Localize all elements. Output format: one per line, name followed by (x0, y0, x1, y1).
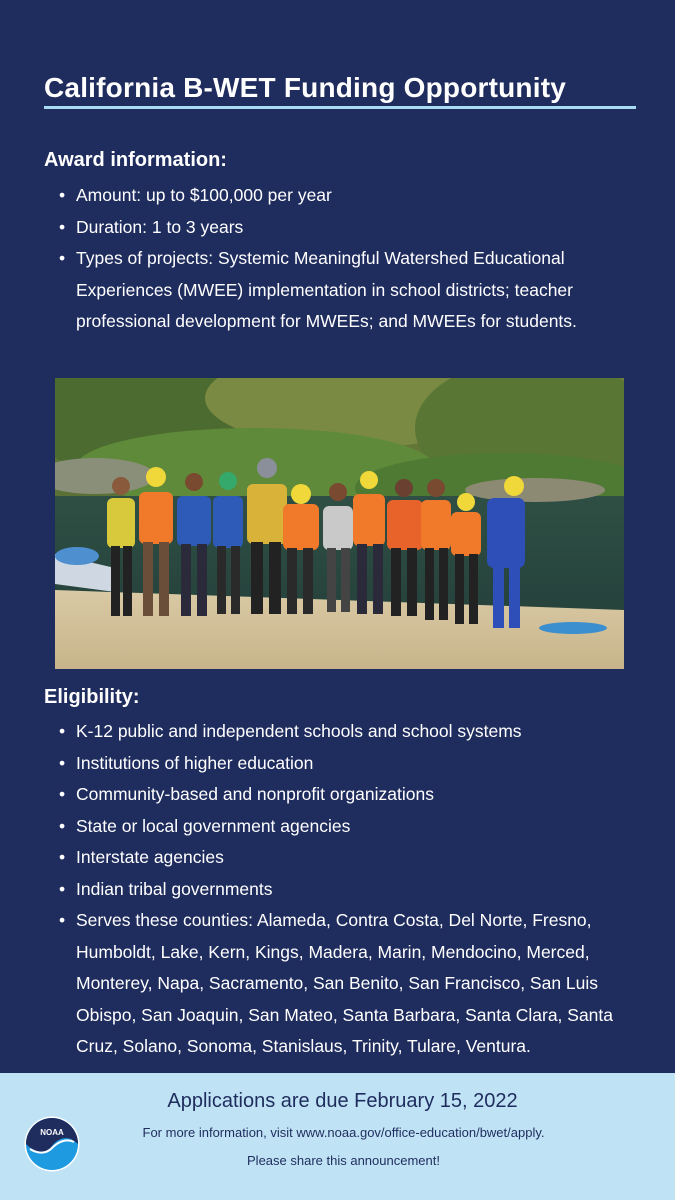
award-heading: Award information: (44, 149, 227, 171)
eligibility-item-tribal: • Indian tribal governments (56, 874, 646, 906)
award-list (56, 180, 646, 338)
eligibility-item-government: • State or local government agencies (56, 811, 646, 843)
logo-text: NOAA (40, 1128, 64, 1137)
eligibility-item-community: • Community-based and nonprofit organizations (56, 779, 646, 811)
eligibility-item-higher-ed: • Institutions of higher education (56, 748, 646, 780)
eligibility-heading: Eligibility: (44, 686, 140, 708)
group-photo-illustration (55, 378, 624, 669)
award-item-amount: • Amount: up to $100,000 per year (56, 180, 646, 212)
award-item-duration: • Duration: 1 to 3 years (56, 212, 646, 244)
share-text: Please share this announcement! (247, 1153, 440, 1168)
eligibility-item-counties: • Serves these counties: Alameda, Contra Costa, Del Norte, Fresno, Humboldt, Lake, Kern, Kings, Madera, Marin, Mendocino, Merced, Monterey, Napa, Sacramento, San Benito, San Francisco, San Luis Obispo, San Joaquin, San Mateo, Santa Barbara, Santa Clara, Santa Cruz, Solano, Sonoma, Stanislaus, Trinity, Tulare, Ventura. (56, 905, 646, 1063)
title-underline (44, 106, 636, 109)
award-item-project-types: • Types of projects: Systemic Meaningful Watershed Educational Experiences (MWEE) implementation in school districts; teacher professional development for MWEEs; and MWEEs for students. (56, 243, 646, 338)
page-title: California B-WET Funding Opportunity (44, 72, 567, 103)
eligibility-list (56, 716, 646, 1063)
footer-banner (0, 1073, 675, 1200)
eligibility-item-interstate: • Interstate agencies (56, 842, 646, 874)
noaa-logo-icon (24, 1116, 80, 1172)
eligibility-item-k12: • K-12 public and independent schools and school systems (56, 716, 646, 748)
group-photo (55, 378, 624, 669)
more-info-text: For more information, visit www.noaa.gov/office-education/bwet/apply. (142, 1125, 545, 1140)
deadline-text: Applications are due February 15, 2022 (167, 1090, 518, 1112)
